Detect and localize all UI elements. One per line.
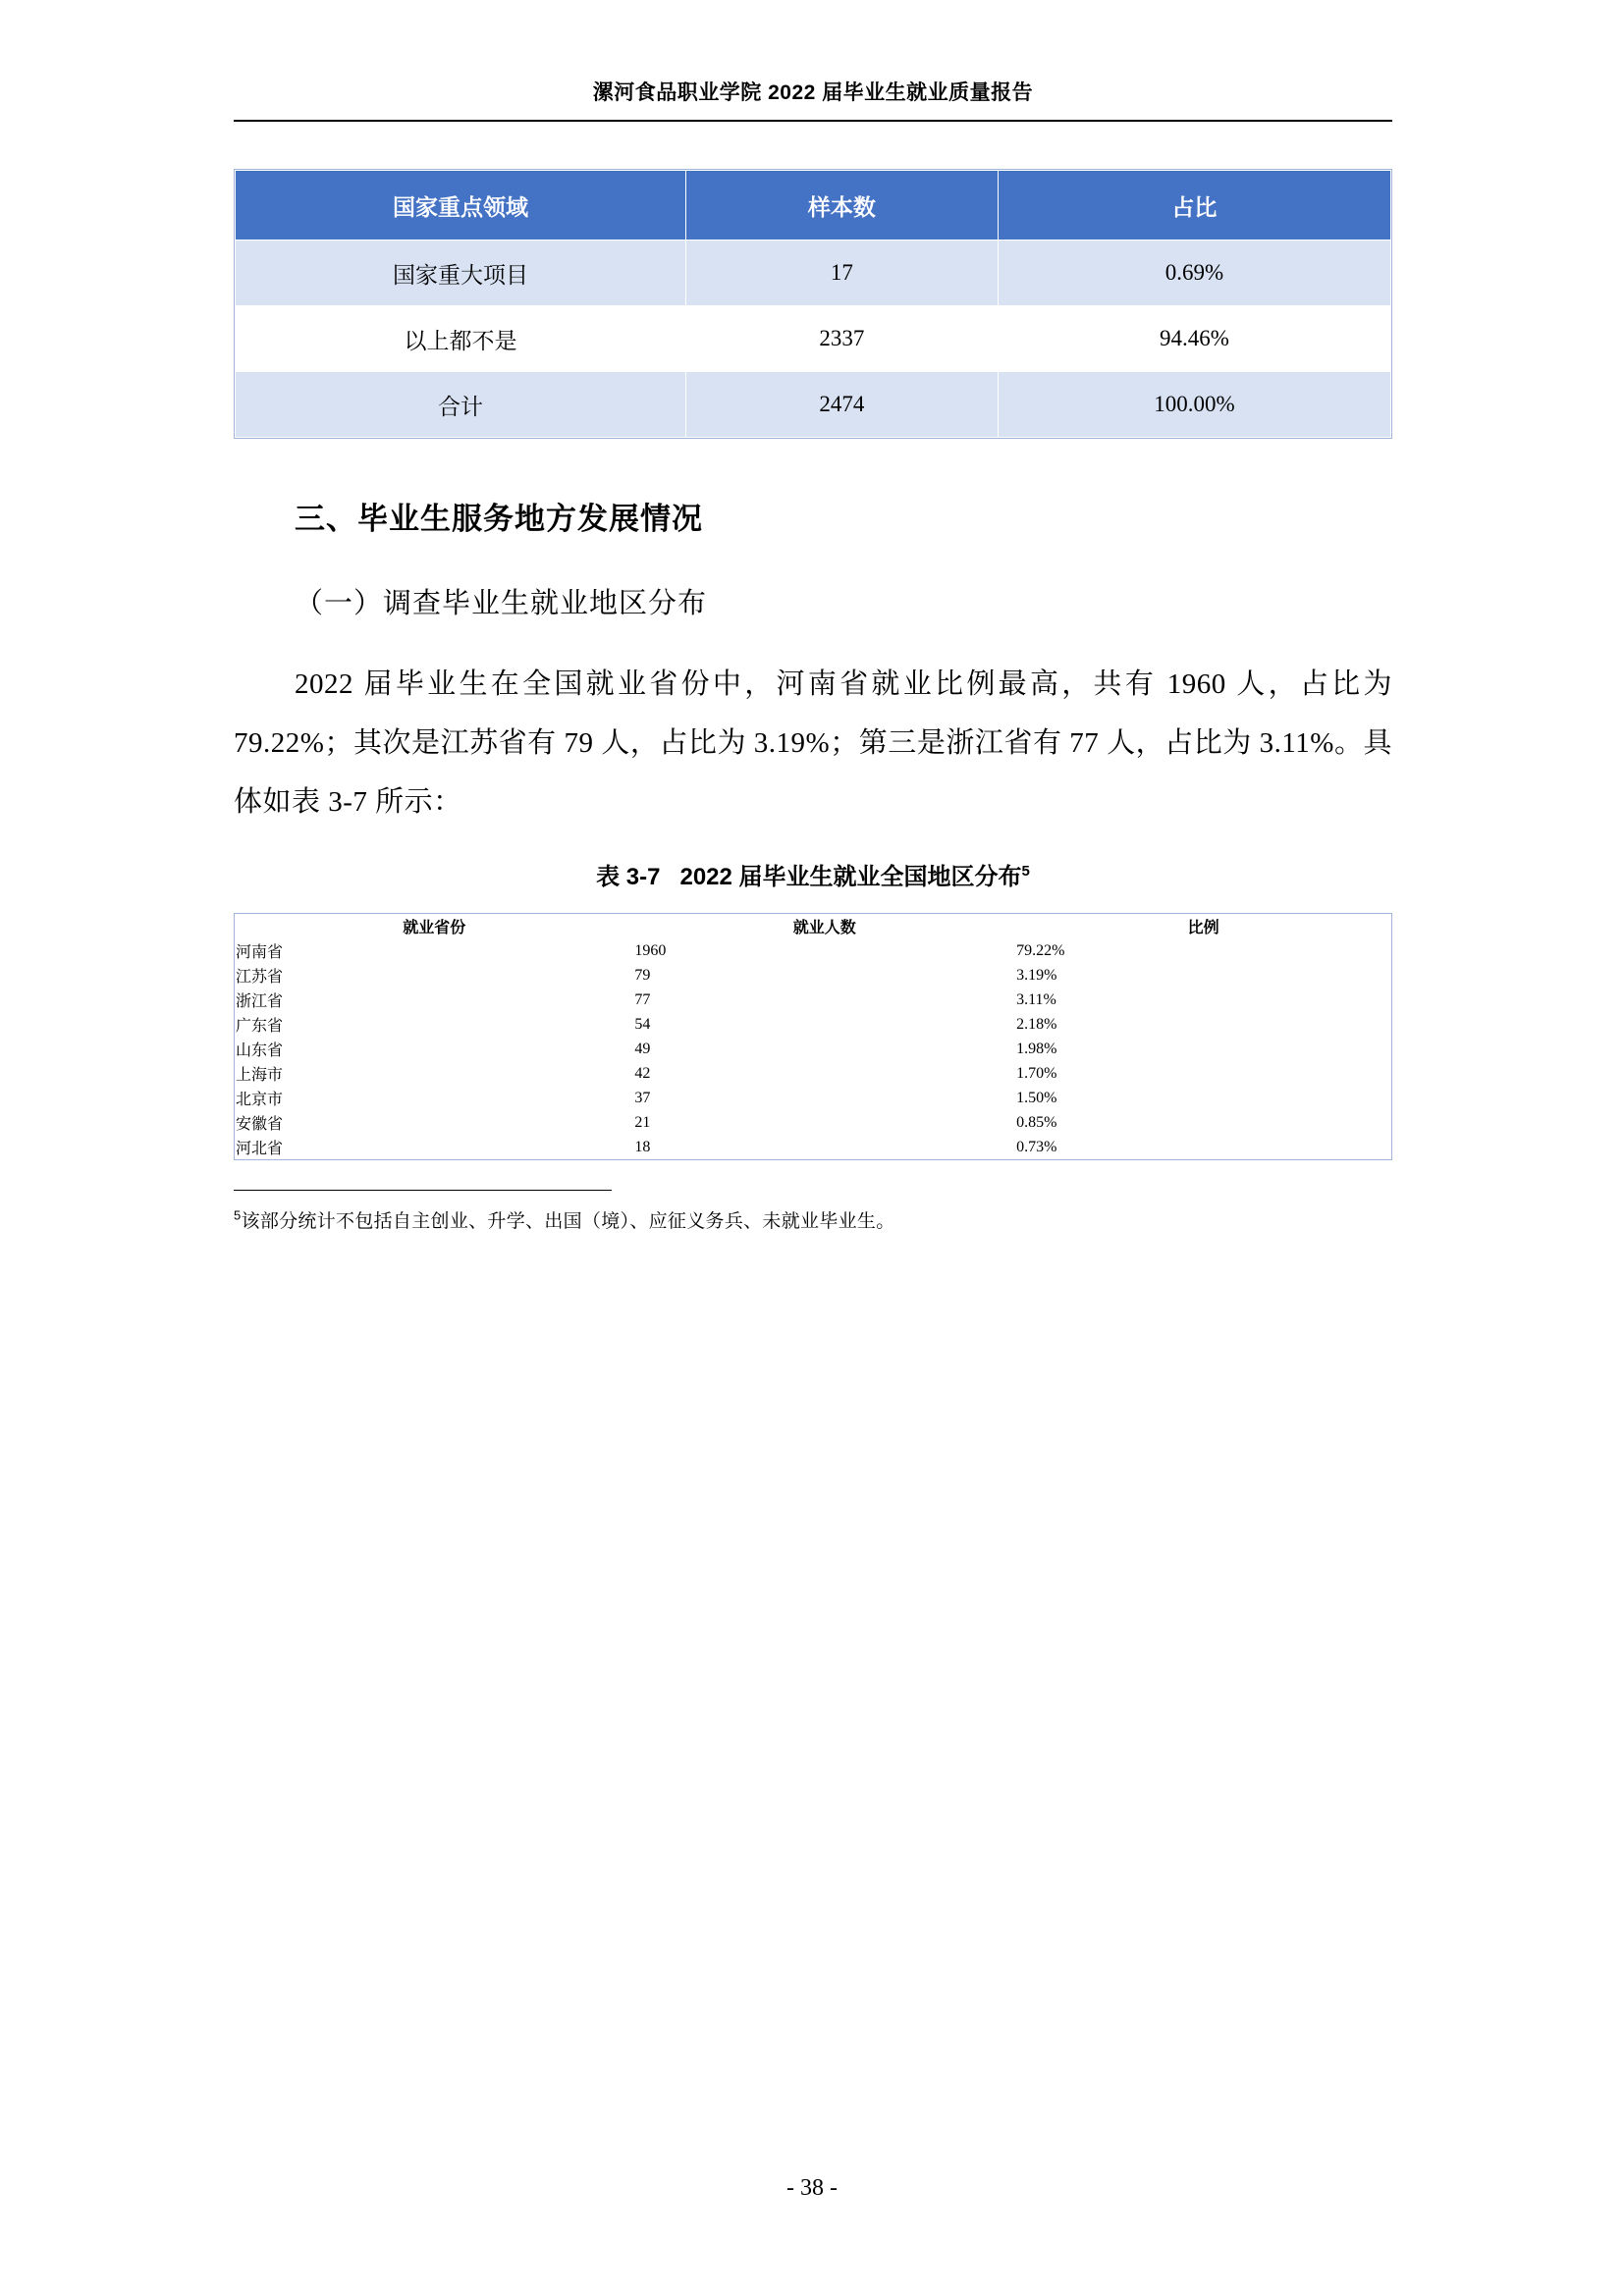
table-caption-title: 2022 届毕业生就业全国地区分布 [679,864,1022,890]
cell-province: 河南省 [236,944,284,961]
cell-ratio: 2.18% [1016,1015,1057,1033]
table-row [235,1037,1391,1061]
table-header-row [236,171,1391,240]
running-header [234,0,1392,122]
cell-field: 以上都不是 [236,306,686,372]
running-header-text: 漯河食品职业学院 2022 届毕业生就业质量报告 [592,81,1034,104]
cell-count: 18 [634,1138,651,1155]
page-number: - 38 - [786,2175,838,2201]
table-row [235,1110,1391,1135]
table-row [235,988,1391,1012]
table-caption [234,857,1392,891]
footnote-area [234,1190,1392,1233]
cell-ratio: 94.46% [998,306,1390,372]
table-row [235,1012,1391,1037]
region-distribution-table [235,914,1391,1159]
page-content [234,0,1392,1233]
table-row-total [236,372,1391,438]
cell-count: 2474 [686,372,999,438]
cell-count: 79 [634,966,651,984]
cell-count: 49 [634,1040,651,1057]
cell-province: 北京市 [236,1092,284,1108]
cell-ratio: 100.00% [998,372,1390,438]
cell-province: 江苏省 [236,969,284,986]
cell-count: 42 [634,1064,651,1082]
cell-count: 2337 [686,306,999,372]
section-heading: 三、毕业生服务地方发展情况 [295,502,703,536]
header-divider [234,120,1392,122]
cell-ratio: 0.85% [1016,1113,1057,1131]
cell-province: 山东省 [236,1042,284,1059]
paragraph-text: 2022 届毕业生在全国就业省份中，河南省就业比例最高，共有 1960 人，占比为 79.22%；其次是江苏省有 79 人，占比为 3.19%；第三是浙江省有 77 人，占比为 3.11%。具体如表 3-7 所示： [234,668,1392,818]
cell-province: 河北省 [236,1141,284,1157]
cell-ratio: 0.73% [1016,1138,1057,1155]
table-row [236,240,1391,306]
table-row [235,1135,1391,1159]
footnote-text: 该部分统计不包括自主创业、升学、出国（境）、应征义务兵、未就业毕业生。 [241,1211,895,1232]
cell-ratio: 3.19% [1016,966,1057,984]
cell-count: 21 [634,1113,651,1131]
cell-province: 浙江省 [236,993,284,1010]
column-header-proportion: 比例 [1187,920,1219,936]
subsection-heading: （一）调查毕业生就业地区分布 [295,588,708,619]
cell-province: 广东省 [236,1018,284,1035]
cell-ratio: 1.50% [1016,1089,1057,1106]
table-caption-footnote-marker: 5 [1021,863,1030,880]
cell-count: 54 [634,1015,651,1033]
column-header-province: 就业省份 [403,920,466,936]
cell-ratio: 79.22% [1016,941,1065,959]
cell-ratio: 1.98% [1016,1040,1057,1057]
cell-province: 安徽省 [236,1116,284,1133]
cell-field: 国家重大项目 [236,240,686,306]
footnote-marker: 5 [234,1207,242,1223]
body-paragraph [234,655,1392,831]
key-fields-table [235,170,1391,438]
cell-count: 17 [686,240,999,306]
cell-count: 37 [634,1089,651,1106]
table-caption-label: 表 3-7 [596,864,661,890]
cell-ratio: 3.11% [1016,990,1056,1008]
table-row [235,1086,1391,1110]
column-header-count: 样本数 [686,171,999,240]
footnote [234,1206,1392,1233]
key-fields-table-wrapper [234,169,1392,439]
column-header-field: 国家重点领域 [236,171,686,240]
region-table-wrapper [234,913,1392,1160]
cell-ratio: 0.69% [998,240,1390,306]
cell-province: 上海市 [236,1067,284,1084]
cell-ratio: 1.70% [1016,1064,1057,1082]
cell-count: 1960 [634,941,667,959]
column-header-ratio: 占比 [998,171,1390,240]
table-header-row [235,914,1391,938]
table-row [235,938,1391,963]
column-header-employed-count: 就业人数 [792,920,856,936]
table-row [236,306,1391,372]
cell-count: 77 [634,990,651,1008]
cell-field: 合计 [236,372,686,438]
table-row [235,963,1391,988]
table-row [235,1061,1391,1086]
footnote-divider [234,1190,612,1191]
